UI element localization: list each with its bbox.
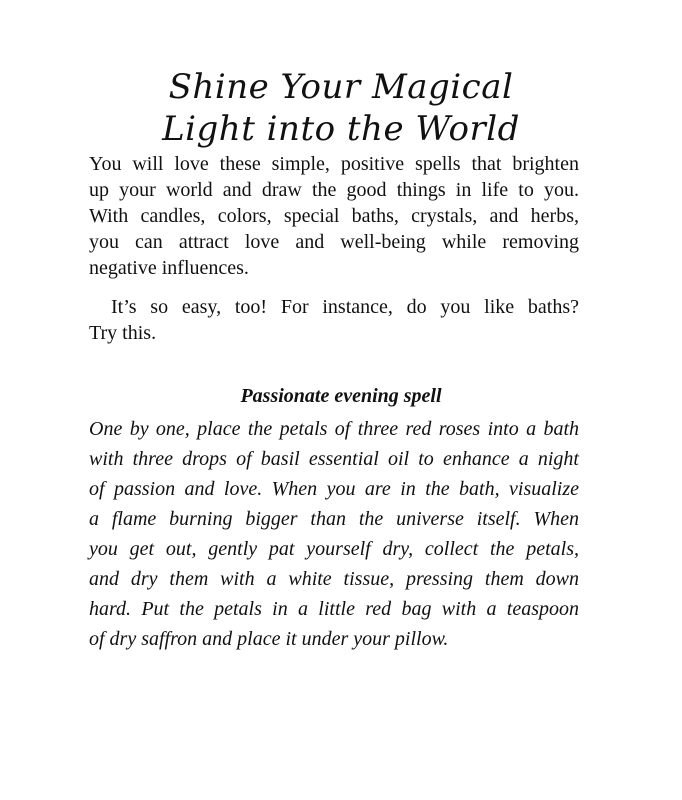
- spell-line: of passion and love. When you are in the bath, visualize: [89, 478, 579, 500]
- intro-line: Try this.: [89, 322, 157, 344]
- spell-heading: Passionate evening spell: [240, 385, 442, 407]
- spell-line: with three drops of basil essential oil to enhance a night: [89, 448, 579, 470]
- page-title-line-1: Shine Your Magical: [168, 67, 514, 107]
- intro-line: you can attract love and well-being while removing: [89, 231, 579, 253]
- intro-line: With candles, colors, special baths, crystals, and herbs,: [89, 205, 579, 227]
- spell-line: a flame burning bigger than the universe itself. When: [89, 508, 579, 530]
- page-title-line-2: Light into the World: [162, 109, 520, 149]
- intro-paragraph-2: [89, 294, 579, 346]
- intro-paragraph-1: [89, 151, 579, 281]
- spell-line: One by one, place the petals of three red roses into a bath: [89, 418, 579, 440]
- intro-line: up your world and draw the good things in life to you.: [89, 179, 579, 201]
- intro-line: It’s so easy, too! For instance, do you like baths?: [111, 296, 579, 318]
- spell-line: of dry saffron and place it under your pillow.: [89, 628, 449, 650]
- intro-line: You will love these simple, positive spells that brighten: [89, 153, 579, 175]
- spell-line: and dry them with a white tissue, pressing them down: [89, 568, 579, 590]
- spell-line: you get out, gently pat yourself dry, collect the petals,: [89, 538, 579, 560]
- spell-paragraph: [89, 414, 579, 654]
- intro-line: negative influences.: [89, 257, 249, 279]
- spell-line: hard. Put the petals in a little red bag with a teaspoon: [89, 598, 579, 620]
